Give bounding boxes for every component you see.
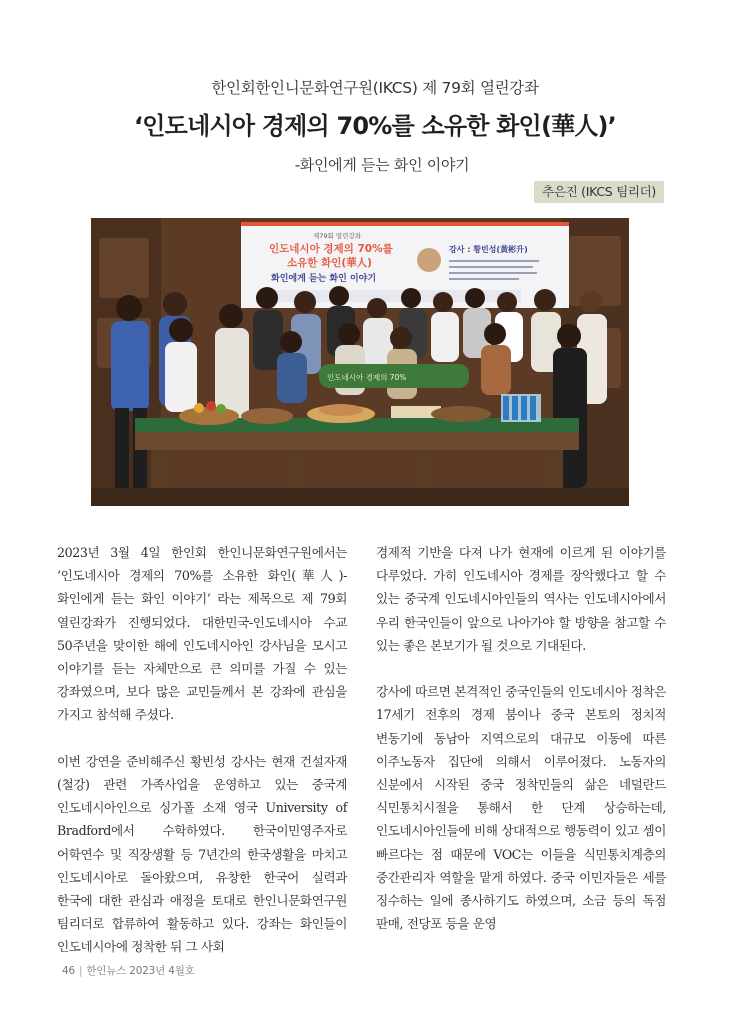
paragraph: 경제적 기반을 다져 나가 현재에 이르게 된 이야기를 다루었다. 가히 인도네시아 경제를 장악했다고 할 수 있는 중국계 인도네시아인들의 역사는 인도네시아에서 우리 한국인들이 앞으로 나아가야 할 방향을 참고할 수 있는 좋은 본보기가 될 것으로 기대된다. xyxy=(376,545,666,653)
article-subtitle: -화인에게 듣는 화인 이야기 xyxy=(294,156,470,174)
banner-line-2: 인도네시아 경제의 70%를 xyxy=(269,243,393,255)
body-column-right xyxy=(376,541,666,935)
footer-separator: | xyxy=(78,965,83,977)
article-kicker: 한인회한인니문화연구원(IKCS) 제 79회 열린강좌 xyxy=(211,79,539,97)
page-footer xyxy=(62,963,195,978)
banner-line-4: 화인에게 듣는 화인 이야기 xyxy=(271,274,377,284)
author-badge: 추은진 (IKCS 팀리더) xyxy=(534,181,664,203)
body-column-left xyxy=(57,541,347,959)
article-title: ‘인도네시아 경제의 70%를 소유한 화인(華人)’ xyxy=(133,112,616,140)
paragraph: 강사에 따르면 본격적인 중국인들의 인도네시아 정착은 17세기 전후의 경제 붐이나 중국 본토의 정치적 변동기에 동남아 지역으로의 대규모 이동에 따른 이주노동자 집단에 의해서 이루어졌다. 노동자의 신분에서 시작된 중국 정착민들의 삶은 네덜란드 식민통치시절을 통해서 한 단계 상승하는데, 인도네시아인들에 비해 상대적으로 행동력이 있고 셈이 빠르다는 점 때문에 VOC는 이들을 식민통치계층의 중간관리자 역할을 맡게 하였다. 중국 이민자들은 세를 징수하는 일에 종사하기도 하였으며, 소금 등의 독점 판매, 전당포 등을 운영 xyxy=(376,684,666,932)
paragraph: 이번 강연을 준비해주신 황빈성 강사는 현재 건설자재(철강) 관련 가족사업을 운영하고 있는 중국계 인도네시아인으로 싱가폴 소재 영국 University of Bradford에서 수학하였다. 한국이민영주자로 어학연수 및 직장생활 등 7년간의 한국생활을 마치고 인도네시아로 돌아왔으며, 유창한 한국어 실력과 한국에 대한 관심과 애정을 토대로 한인니문화연구원 팀리더로 합류하여 활동하고 있다. 강좌는 화인들이 인도네시아에 정착한 뒤 그 사회 xyxy=(57,753,347,955)
page-number: 46 xyxy=(62,965,75,977)
publication-name: 한인뉴스 2023년 4월호 xyxy=(86,965,195,977)
leaf-sign-text: 인도네시아 경제의 70% xyxy=(327,373,407,382)
banner-line-3: 소유한 화인(華人) xyxy=(287,257,372,269)
event-photo xyxy=(91,218,629,506)
banner-speaker: 강사 : 황빈성(黃彬升) xyxy=(449,245,528,254)
paragraph: 2023년 3월 4일 한인회 한인니문화연구원에서는 ‘인도네시아 경제의 70%를 소유한 화인(華人)-화인에게 듣는 화인 이야기’ 라는 제목으로 제 79회 열린강좌가 진행되었다. 대한민국-인도네시아 수교 50주년을 맞이한 해에 인도네시아인 강사님을 모시고 이야기를 듣는 자체만으로 큰 의미를 가질 수 있는 강좌였으며, 보다 많은 교민들께서 본 강좌에 관심을 가지고 참석해 주셨다. xyxy=(57,545,347,723)
banner-line-1: 제79회 열린강좌 xyxy=(313,232,362,240)
